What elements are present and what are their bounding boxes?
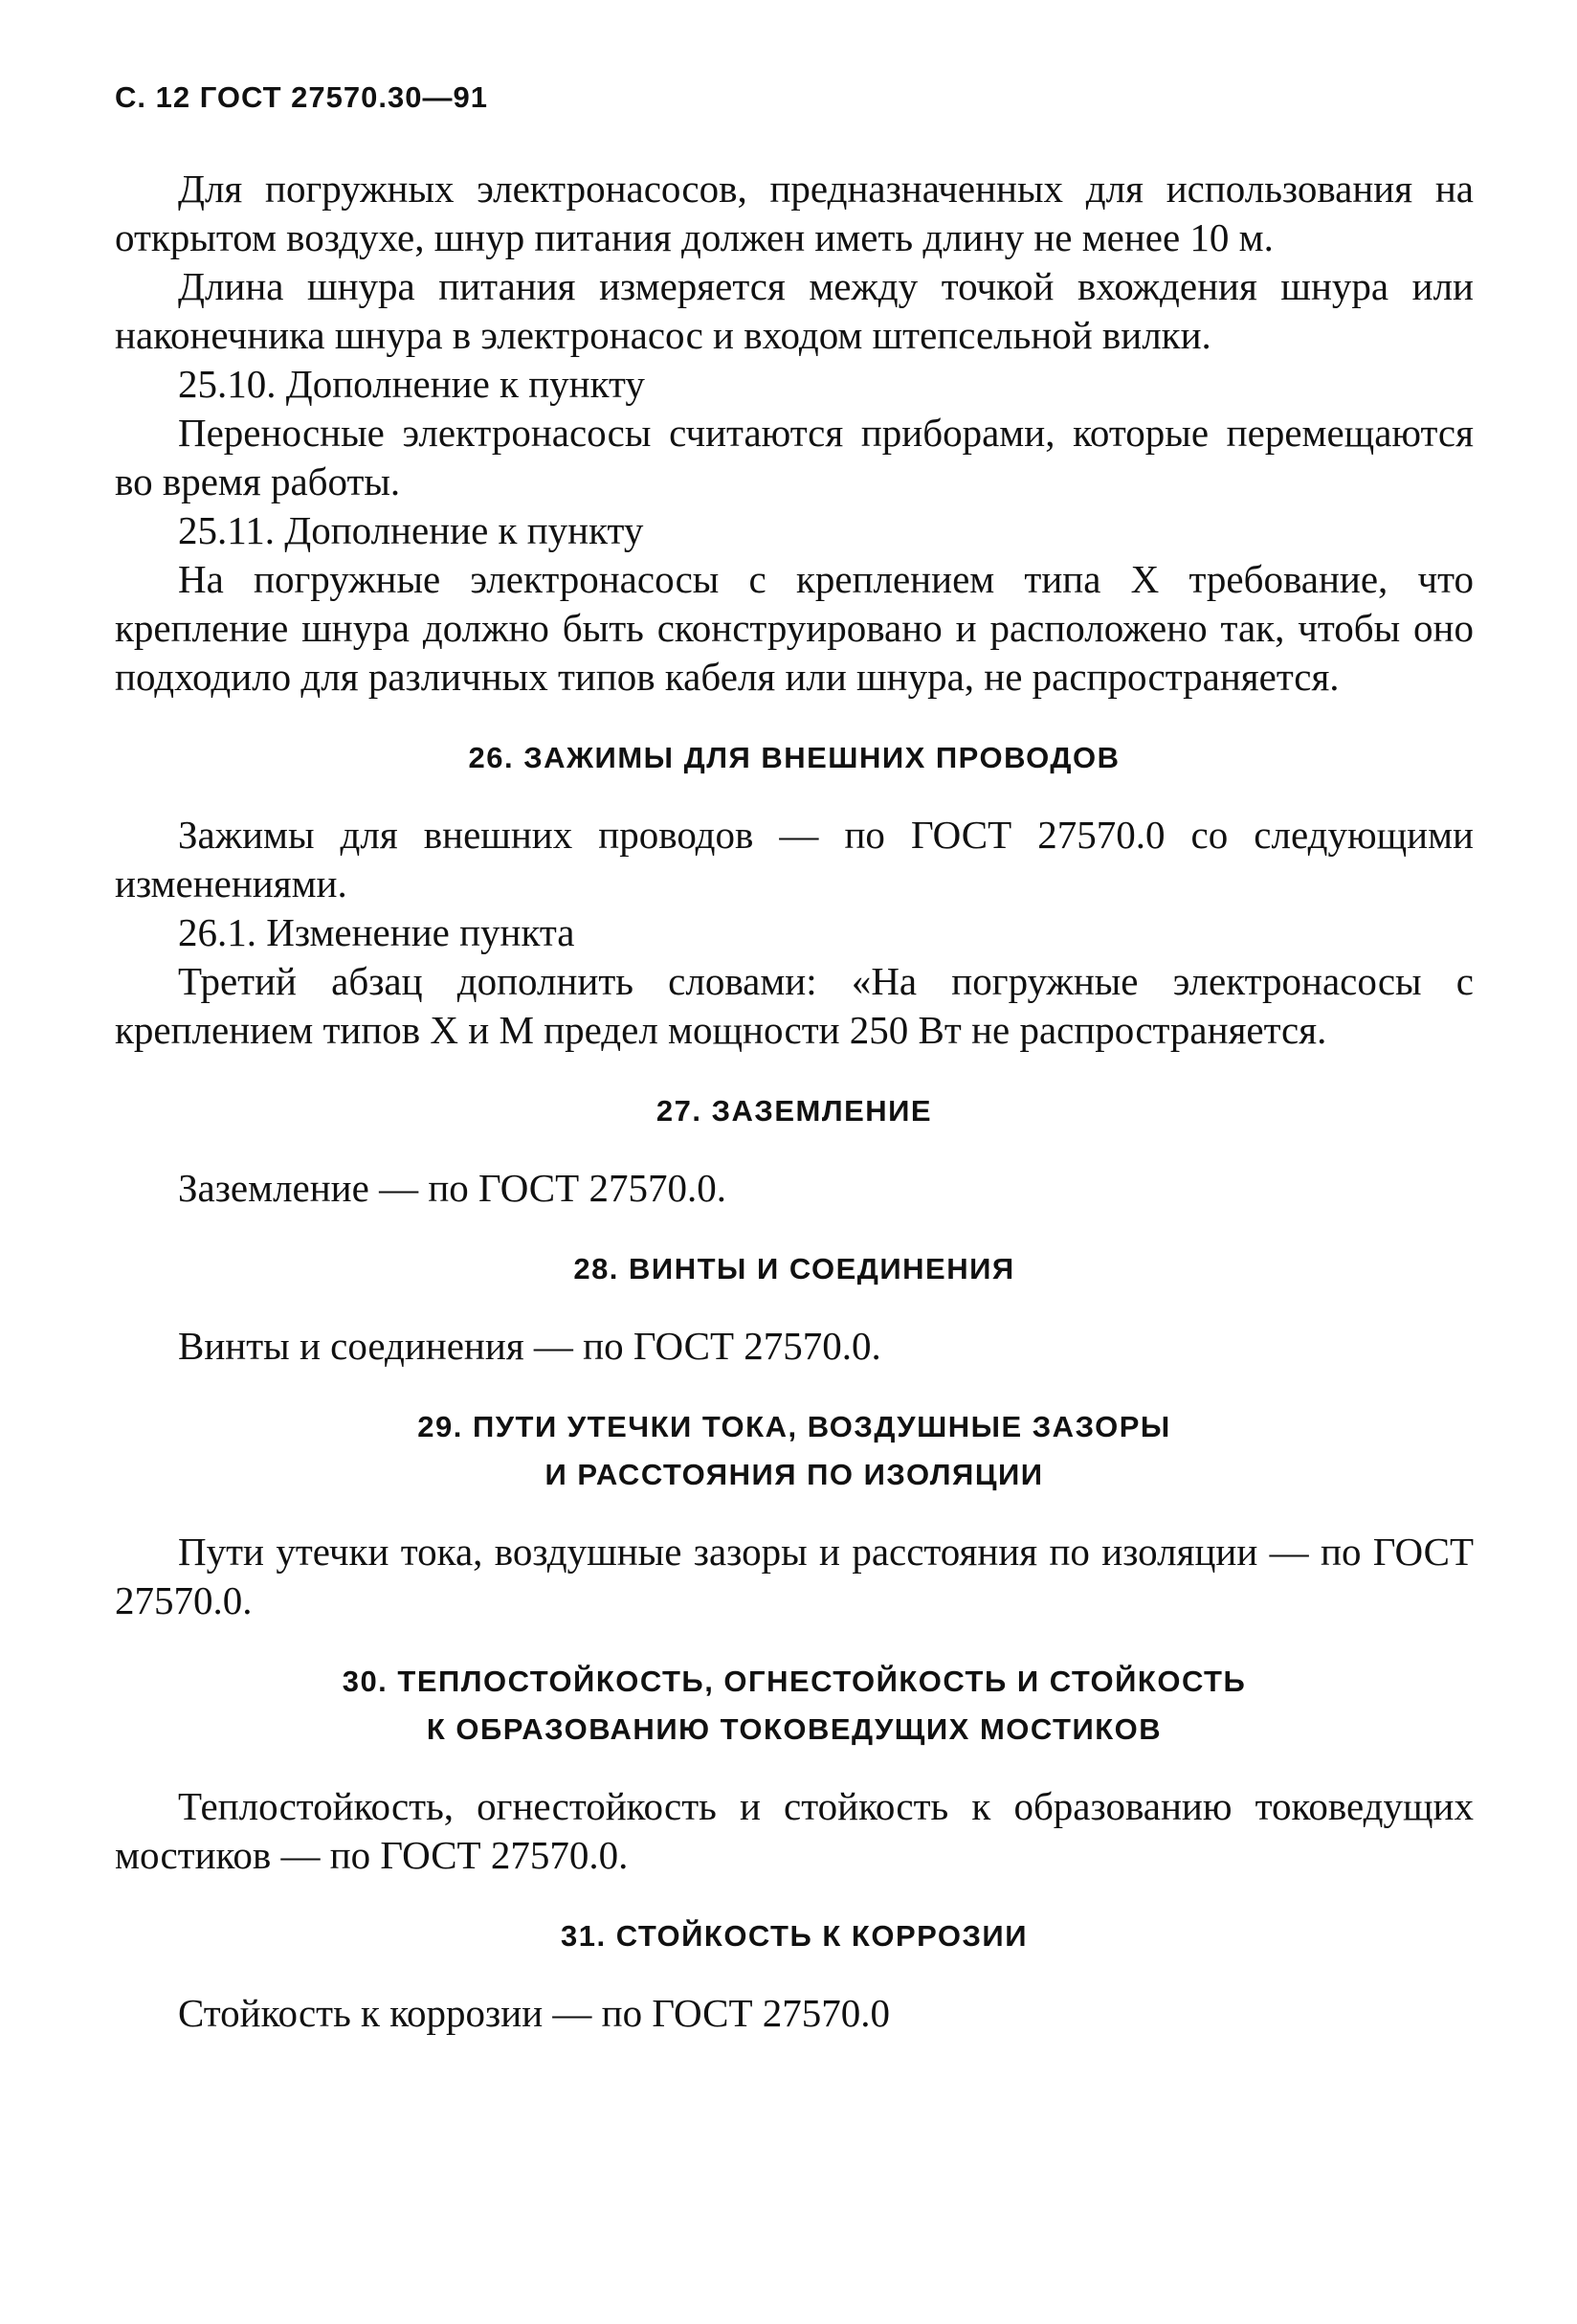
section-26-heading: 26. ЗАЖИМЫ ДЛЯ ВНЕШНИХ ПРОВОДОВ [468, 741, 1121, 774]
clause-26-1-title: 26.1. Изменение пункта [178, 910, 575, 954]
section-28-text: Винты и соединения — по ГОСТ 27570.0. [178, 1324, 881, 1368]
clause-25-10-title: 25.10. Дополнение к пункту [178, 362, 645, 406]
running-header: С. 12 ГОСТ 27570.30—91 [115, 80, 488, 114]
section-29-heading-line-1: 29. ПУТИ УТЕЧКИ ТОКА, ВОЗДУШНЫЕ ЗАЗОРЫ [417, 1410, 1171, 1443]
clause-25-11-text: На погружные электронасосы с креплением типа X требование, что крепление шнура должно быть сконструировано и расположено так, чтобы оно подходило для различных типов кабеля или шнура, не распространяется. [115, 557, 1474, 699]
paragraph-cord-length-outdoor: Для погружных электронасосов, предназначенных для использования на открытом воздухе, шнур питания должен иметь длину не менее 10 м. [115, 167, 1474, 259]
section-29-text: Пути утечки тока, воздушные зазоры и расстояния по изоляции — по ГОСТ 27570.0. [115, 1530, 1474, 1622]
section-31-text: Стойкость к коррозии — по ГОСТ 27570.0 [178, 1991, 891, 2035]
clause-25-10-text: Переносные электронасосы считаются приборами, которые перемещаются во время работы. [115, 411, 1474, 503]
section-27-heading: 27. ЗАЗЕМЛЕНИЕ [655, 1094, 933, 1128]
section-30-text: Теплостойкость, огнестойкость и стойкость к образованию токоведущих мостиков — по ГОСТ 27570.0. [115, 1784, 1474, 1877]
section-26-text: Зажимы для внешних проводов — по ГОСТ 27570.0 со следующими изменениями. [115, 813, 1474, 905]
section-30-heading-line-1: 30. ТЕПЛОСТОЙКОСТЬ, ОГНЕСТОЙКОСТЬ И СТОЙКОСТЬ [342, 1665, 1247, 1698]
clause-26-1-text: Третий абзац дополнить словами: «На погружные электронасосы с креплением типов X и M предел мощности 250 Вт не распространяется. [115, 959, 1474, 1052]
section-28-heading: 28. ВИНТЫ И СОЕДИНЕНИЯ [573, 1252, 1015, 1285]
section-29-heading [115, 1403, 1474, 1499]
section-30-heading [115, 1658, 1474, 1754]
paragraph-cord-length-measurement: Длина шнура питания измеряется между точкой вхождения шнура или наконечника шнура в электронасос и входом штепсельной вилки. [115, 264, 1474, 357]
section-27-text: Заземление — по ГОСТ 27570.0. [178, 1166, 726, 1210]
section-30-heading-line-2: К ОБРАЗОВАНИЮ ТОКОВЕДУЩИХ МОСТИКОВ [426, 1712, 1163, 1746]
section-29-heading-line-2: И РАССТОЯНИЯ ПО ИЗОЛЯЦИИ [544, 1458, 1044, 1491]
clause-25-11-title: 25.11. Дополнение к пункту [178, 508, 644, 552]
document-page [115, 80, 1474, 2038]
section-31-heading: 31. СТОЙКОСТЬ К КОРРОЗИИ [561, 1919, 1028, 1953]
